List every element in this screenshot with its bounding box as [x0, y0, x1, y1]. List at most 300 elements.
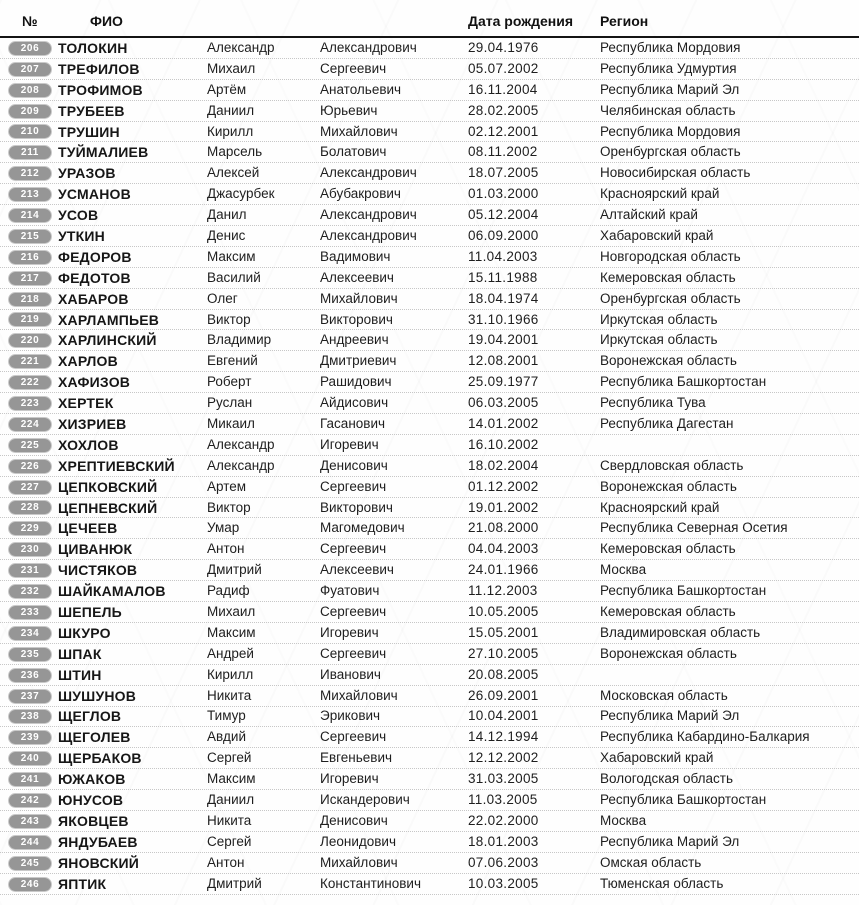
- first-name-cell: Михаил: [207, 60, 256, 76]
- number-cell: [0, 874, 58, 894]
- table-row: [0, 686, 859, 707]
- row-number-badge: 221: [8, 354, 52, 369]
- birth-date-cell: 25.09.1977: [468, 374, 539, 390]
- row-number-badge: 239: [8, 730, 52, 745]
- number-cell: [0, 435, 58, 455]
- row-number-badge: 233: [8, 605, 52, 620]
- table-row: [0, 602, 859, 623]
- patronymic-cell: Гасанович: [320, 415, 386, 431]
- birth-date-cell: 31.03.2005: [468, 771, 539, 787]
- patronymic-cell: Андреевич: [320, 332, 389, 348]
- birth-date-cell: 06.09.2000: [468, 227, 539, 243]
- surname-cell: ЯКОВЦЕВ: [58, 812, 129, 829]
- row-number-badge: 223: [8, 396, 52, 411]
- patronymic-cell: Евгеньевич: [320, 750, 393, 766]
- first-name-cell: Артем: [207, 478, 247, 494]
- number-cell: [0, 351, 58, 371]
- region-cell: Иркутская область: [600, 332, 718, 348]
- row-number-badge: 234: [8, 626, 52, 641]
- table-row: [0, 727, 859, 748]
- surname-cell: ХАРЛОВ: [58, 353, 118, 370]
- row-number-badge: 226: [8, 459, 52, 474]
- surname-cell: ТОЛОКИН: [58, 39, 128, 56]
- birth-date-cell: 02.12.2001: [468, 123, 539, 139]
- table-row: [0, 707, 859, 728]
- birth-date-cell: 01.12.2002: [468, 478, 539, 494]
- table-row: [0, 853, 859, 874]
- table-row: [0, 205, 859, 226]
- first-name-cell: Василий: [207, 269, 261, 285]
- first-name-cell: Артём: [207, 81, 247, 97]
- table-row: [0, 289, 859, 310]
- birth-date-cell: 14.01.2002: [468, 415, 539, 431]
- surname-cell: ФЕДОТОВ: [58, 269, 131, 286]
- column-header-dob: Дата рождения: [468, 13, 574, 29]
- birth-date-cell: 18.02.2004: [468, 457, 539, 473]
- region-cell: Республика Марий Эл: [600, 81, 740, 97]
- birth-date-cell: 14.12.1994: [468, 729, 539, 745]
- patronymic-cell: Константинович: [320, 875, 422, 891]
- number-cell: [0, 518, 58, 538]
- patronymic-cell: Викторович: [320, 311, 393, 327]
- first-name-cell: Максим: [207, 248, 256, 264]
- table-row: [0, 101, 859, 122]
- patronymic-cell: Алексеевич: [320, 269, 394, 285]
- birth-date-cell: 07.06.2003: [468, 854, 539, 870]
- row-number-badge: 242: [8, 793, 52, 808]
- table-row: [0, 790, 859, 811]
- surname-cell: ЮЖАКОВ: [58, 771, 126, 788]
- table-row: [0, 769, 859, 790]
- surname-cell: ЧИСТЯКОВ: [58, 562, 138, 579]
- birth-date-cell: 24.01.1966: [468, 562, 539, 578]
- region-cell: Новосибирская область: [600, 165, 751, 181]
- patronymic-cell: Михайлович: [320, 290, 398, 306]
- surname-cell: ЯНОВСКИЙ: [58, 854, 140, 871]
- surname-cell: ХИЗРИЕВ: [58, 415, 127, 432]
- number-cell: [0, 832, 58, 852]
- row-number-badge: 209: [8, 104, 52, 119]
- region-cell: Кемеровская область: [600, 541, 736, 557]
- patronymic-cell: Михайлович: [320, 123, 398, 139]
- patronymic-cell: Болатович: [320, 144, 387, 160]
- region-cell: Новгородская область: [600, 248, 741, 264]
- row-number-badge: 230: [8, 542, 52, 557]
- table-row: [0, 226, 859, 247]
- table-row: [0, 310, 859, 331]
- first-name-cell: Владимир: [207, 332, 272, 348]
- region-cell: Хабаровский край: [600, 750, 714, 766]
- number-cell: [0, 539, 58, 559]
- row-number-badge: 215: [8, 229, 52, 244]
- number-cell: [0, 289, 58, 309]
- patronymic-cell: Вадимович: [320, 248, 391, 264]
- surname-cell: УСМАНОВ: [58, 186, 131, 203]
- patronymic-cell: Денисович: [320, 457, 388, 473]
- number-cell: [0, 226, 58, 246]
- number-cell: [0, 811, 58, 831]
- row-number-badge: 224: [8, 417, 52, 432]
- row-number-badge: 238: [8, 709, 52, 724]
- first-name-cell: Марсель: [207, 144, 263, 160]
- patronymic-cell: Александрович: [320, 39, 417, 55]
- patronymic-cell: Искандерович: [320, 792, 410, 808]
- surname-cell: ЦЕЧЕЕВ: [58, 520, 118, 537]
- row-number-badge: 216: [8, 250, 52, 265]
- region-cell: Алтайский край: [600, 207, 698, 223]
- region-cell: Оренбургская область: [600, 144, 741, 160]
- surname-cell: УРАЗОВ: [58, 165, 116, 182]
- region-cell: Хабаровский край: [600, 227, 714, 243]
- patronymic-cell: Сергеевич: [320, 541, 387, 557]
- first-name-cell: Виктор: [207, 311, 251, 327]
- number-cell: [0, 163, 58, 183]
- table-row: [0, 38, 859, 59]
- row-number-badge: 228: [8, 500, 52, 515]
- birth-date-cell: 27.10.2005: [468, 645, 539, 661]
- first-name-cell: Данил: [207, 207, 247, 223]
- patronymic-cell: Александрович: [320, 207, 417, 223]
- first-name-cell: Максим: [207, 771, 256, 787]
- region-cell: Республика Северная Осетия: [600, 520, 788, 536]
- surname-cell: ХРЕПТИЕВСКИЙ: [58, 457, 175, 474]
- number-cell: [0, 706, 58, 726]
- table-header: [0, 12, 859, 38]
- birth-date-cell: 04.04.2003: [468, 541, 539, 557]
- table-row: [0, 351, 859, 372]
- number-cell: [0, 184, 58, 204]
- number-cell: [0, 393, 58, 413]
- row-number-badge: 217: [8, 271, 52, 286]
- table-row: [0, 247, 859, 268]
- birth-date-cell: 15.11.1988: [468, 269, 538, 285]
- row-number-badge: 241: [8, 772, 52, 787]
- first-name-cell: Сергей: [207, 833, 252, 849]
- region-cell: Кемеровская область: [600, 269, 736, 285]
- first-name-cell: Джасурбек: [207, 186, 275, 202]
- birth-date-cell: 12.12.2002: [468, 750, 539, 766]
- first-name-cell: Денис: [207, 227, 246, 243]
- region-cell: Республика Башкортостан: [600, 583, 767, 599]
- surname-cell: ЦЕПНЕВСКИЙ: [58, 499, 158, 516]
- patronymic-cell: Леонидович: [320, 833, 397, 849]
- row-number-badge: 225: [8, 438, 52, 453]
- surname-cell: ХАФИЗОВ: [58, 374, 131, 391]
- row-number-badge: 211: [8, 145, 52, 160]
- surname-cell: ТРУШИН: [58, 123, 120, 140]
- region-cell: Республика Кабардино-Балкария: [600, 729, 810, 745]
- birth-date-cell: 20.08.2005: [468, 666, 539, 682]
- region-cell: Республика Дагестан: [600, 415, 734, 431]
- number-cell: [0, 268, 58, 288]
- patronymic-cell: Игоревич: [320, 624, 379, 640]
- surname-cell: ТРОФИМОВ: [58, 81, 143, 98]
- region-cell: Воронежская область: [600, 478, 737, 494]
- first-name-cell: Даниил: [207, 792, 255, 808]
- row-number-badge: 207: [8, 62, 52, 77]
- number-cell: [0, 59, 58, 79]
- region-cell: Московская область: [600, 687, 728, 703]
- surname-cell: ЯНДУБАЕВ: [58, 833, 138, 850]
- surname-cell: ШТИН: [58, 666, 102, 683]
- number-cell: [0, 330, 58, 350]
- birth-date-cell: 12.08.2001: [468, 353, 539, 369]
- table-row: [0, 163, 859, 184]
- row-number-badge: 235: [8, 647, 52, 662]
- surname-cell: ХОХЛОВ: [58, 436, 119, 453]
- patronymic-cell: Магомедович: [320, 520, 405, 536]
- number-cell: [0, 247, 58, 267]
- patronymic-cell: Игоревич: [320, 436, 379, 452]
- first-name-cell: Никита: [207, 687, 252, 703]
- first-name-cell: Руслан: [207, 395, 253, 411]
- patronymic-cell: Александрович: [320, 227, 417, 243]
- birth-date-cell: 18.04.1974: [468, 290, 539, 306]
- patronymic-cell: Сергеевич: [320, 60, 387, 76]
- first-name-cell: Авдий: [207, 729, 246, 745]
- table-row: [0, 560, 859, 581]
- number-cell: [0, 122, 58, 142]
- region-cell: Красноярский край: [600, 499, 720, 515]
- table-row: [0, 874, 859, 895]
- number-cell: [0, 790, 58, 810]
- row-number-badge: 213: [8, 187, 52, 202]
- patronymic-cell: Абубакрович: [320, 186, 401, 202]
- number-cell: [0, 644, 58, 664]
- birth-date-cell: 11.04.2003: [468, 248, 538, 264]
- surname-cell: ХЕРТЕК: [58, 395, 114, 412]
- first-name-cell: Никита: [207, 812, 252, 828]
- table-row: [0, 414, 859, 435]
- row-number-badge: 219: [8, 312, 52, 327]
- number-cell: [0, 142, 58, 162]
- birth-date-cell: 19.01.2002: [468, 499, 539, 515]
- first-name-cell: Виктор: [207, 499, 251, 515]
- birth-date-cell: 28.02.2005: [468, 102, 539, 118]
- patronymic-cell: Юрьевич: [320, 102, 378, 118]
- column-header-fio: ФИО: [90, 13, 123, 29]
- region-cell: Тюменская область: [600, 875, 724, 891]
- table-body: [0, 38, 859, 895]
- region-cell: Вологодская область: [600, 771, 733, 787]
- first-name-cell: Андрей: [207, 645, 254, 661]
- table-row: [0, 268, 859, 289]
- patronymic-cell: Айдисович: [320, 395, 389, 411]
- row-number-badge: 214: [8, 208, 52, 223]
- region-cell: Воронежская область: [600, 353, 737, 369]
- surname-cell: ЦЕПКОВСКИЙ: [58, 478, 158, 495]
- surname-cell: ФЕДОРОВ: [58, 248, 132, 265]
- region-cell: Кемеровская область: [600, 604, 736, 619]
- row-number-badge: 243: [8, 814, 52, 829]
- table-row: [0, 748, 859, 769]
- birth-date-cell: 01.03.2000: [468, 186, 539, 202]
- surname-cell: ХАРЛАМПЬЕВ: [58, 311, 160, 328]
- first-name-cell: Кирилл: [207, 123, 254, 139]
- row-number-badge: 227: [8, 480, 52, 495]
- patronymic-cell: Михайлович: [320, 854, 398, 870]
- row-number-badge: 206: [8, 41, 52, 56]
- first-name-cell: Микаил: [207, 415, 255, 431]
- row-number-badge: 212: [8, 166, 52, 181]
- region-cell: Республика Башкортостан: [600, 792, 767, 808]
- birth-date-cell: 08.11.2002: [468, 144, 538, 160]
- patronymic-cell: Рашидович: [320, 374, 392, 390]
- first-name-cell: Умар: [207, 520, 240, 536]
- row-number-badge: 210: [8, 124, 52, 139]
- birth-date-cell: 10.03.2005: [468, 875, 539, 891]
- table-row: [0, 518, 859, 539]
- table-row: [0, 142, 859, 163]
- first-name-cell: Олег: [207, 290, 238, 306]
- row-number-badge: 232: [8, 584, 52, 599]
- surname-cell: ЩЕГЛОВ: [58, 708, 122, 725]
- region-cell: Красноярский край: [600, 186, 720, 202]
- number-cell: [0, 101, 58, 121]
- birth-date-cell: 05.07.2002: [468, 60, 539, 76]
- first-name-cell: Дмитрий: [207, 562, 262, 578]
- patronymic-cell: Фуатович: [320, 583, 380, 599]
- patronymic-cell: Иванович: [320, 666, 381, 682]
- number-cell: [0, 560, 58, 580]
- table-row: [0, 581, 859, 602]
- table-row: [0, 539, 859, 560]
- region-cell: Республика Марий Эл: [600, 833, 740, 849]
- region-cell: Свердловская область: [600, 457, 744, 473]
- birth-date-cell: 26.09.2001: [468, 687, 539, 703]
- surname-cell: ХАБАРОВ: [58, 290, 129, 307]
- number-cell: [0, 748, 58, 768]
- first-name-cell: Антон: [207, 541, 245, 557]
- number-cell: [0, 623, 58, 643]
- region-cell: Республика Марий Эл: [600, 708, 740, 724]
- table-row: [0, 644, 859, 665]
- number-cell: [0, 372, 58, 392]
- surname-cell: УТКИН: [58, 227, 105, 244]
- row-number-badge: 229: [8, 521, 52, 536]
- table-row: [0, 456, 859, 477]
- row-number-badge: 240: [8, 751, 52, 766]
- column-header-number: №: [22, 13, 38, 29]
- birth-date-cell: 16.11.2004: [468, 81, 538, 97]
- birth-date-cell: 21.08.2000: [468, 520, 539, 536]
- surname-cell: ШУШУНОВ: [58, 687, 137, 704]
- number-cell: [0, 602, 58, 622]
- table-row: [0, 122, 859, 143]
- patronymic-cell: Викторович: [320, 499, 393, 515]
- number-cell: [0, 310, 58, 330]
- first-name-cell: Александр: [207, 436, 275, 452]
- number-cell: [0, 686, 58, 706]
- surname-cell: ШПАК: [58, 645, 102, 662]
- first-name-cell: Сергей: [207, 750, 252, 766]
- region-cell: Республика Башкортостан: [600, 374, 767, 390]
- number-cell: [0, 498, 58, 518]
- row-number-badge: 208: [8, 83, 52, 98]
- patronymic-cell: Александрович: [320, 165, 417, 181]
- patronymic-cell: Игоревич: [320, 771, 379, 787]
- region-cell: Иркутская область: [600, 311, 718, 327]
- birth-date-cell: 10.05.2005: [468, 604, 539, 619]
- row-number-badge: 245: [8, 856, 52, 871]
- row-number-badge: 244: [8, 835, 52, 850]
- first-name-cell: Тимур: [207, 708, 246, 724]
- first-name-cell: Антон: [207, 854, 245, 870]
- number-cell: [0, 414, 58, 434]
- surname-cell: ШЕПЕЛЬ: [58, 604, 122, 620]
- patronymic-cell: Денисович: [320, 812, 388, 828]
- row-number-badge: 220: [8, 333, 52, 348]
- first-name-cell: Максим: [207, 624, 256, 640]
- number-cell: [0, 581, 58, 601]
- region-cell: Оренбургская область: [600, 290, 741, 306]
- birth-date-cell: 19.04.2001: [468, 332, 539, 348]
- number-cell: [0, 727, 58, 747]
- row-number-badge: 231: [8, 563, 52, 578]
- birth-date-cell: 11.12.2003: [468, 583, 538, 599]
- patronymic-cell: Эрикович: [320, 708, 381, 724]
- row-number-badge: 222: [8, 375, 52, 390]
- table-row: [0, 330, 859, 351]
- region-cell: Республика Удмуртия: [600, 60, 737, 76]
- number-cell: [0, 665, 58, 685]
- table-row: [0, 372, 859, 393]
- region-cell: Москва: [600, 812, 647, 828]
- table-row: [0, 498, 859, 519]
- patronymic-cell: Анатольевич: [320, 81, 402, 97]
- row-number-badge: 218: [8, 292, 52, 307]
- region-cell: Республика Мордовия: [600, 123, 741, 139]
- surname-cell: ЯПТИК: [58, 875, 107, 892]
- surname-cell: ТРЕФИЛОВ: [58, 60, 140, 77]
- first-name-cell: Александр: [207, 457, 275, 473]
- region-cell: Воронежская область: [600, 645, 737, 661]
- table-row: [0, 393, 859, 414]
- first-name-cell: Михаил: [207, 604, 256, 619]
- table-row: [0, 184, 859, 205]
- birth-date-cell: 31.10.1966: [468, 311, 539, 327]
- birth-date-cell: 05.12.2004: [468, 207, 539, 223]
- number-cell: [0, 769, 58, 789]
- number-cell: [0, 205, 58, 225]
- patronymic-cell: Михайлович: [320, 687, 398, 703]
- region-cell: Владимировская область: [600, 624, 761, 640]
- patronymic-cell: Сергеевич: [320, 645, 387, 661]
- first-name-cell: Даниил: [207, 102, 255, 118]
- first-name-cell: Роберт: [207, 374, 252, 390]
- region-cell: Омская область: [600, 854, 702, 870]
- region-cell: Москва: [600, 562, 647, 578]
- surname-cell: УСОВ: [58, 207, 99, 224]
- birth-date-cell: 10.04.2001: [468, 708, 539, 724]
- birth-date-cell: 22.02.2000: [468, 812, 539, 828]
- row-number-badge: 246: [8, 877, 52, 892]
- table-row: [0, 811, 859, 832]
- row-number-badge: 236: [8, 668, 52, 683]
- birth-date-cell: 29.04.1976: [468, 39, 539, 55]
- region-cell: Челябинская область: [600, 102, 736, 118]
- surname-cell: ХАРЛИНСКИЙ: [58, 332, 157, 349]
- table-row: [0, 435, 859, 456]
- first-name-cell: Евгений: [207, 353, 258, 369]
- birth-date-cell: 06.03.2005: [468, 395, 539, 411]
- surname-cell: ТУЙМАЛИЕВ: [58, 144, 149, 161]
- table-row: [0, 665, 859, 686]
- patronymic-cell: Сергеевич: [320, 478, 387, 494]
- birth-date-cell: 18.01.2003: [468, 833, 539, 849]
- first-name-cell: Кирилл: [207, 666, 254, 682]
- birth-date-cell: 16.10.2002: [468, 436, 539, 452]
